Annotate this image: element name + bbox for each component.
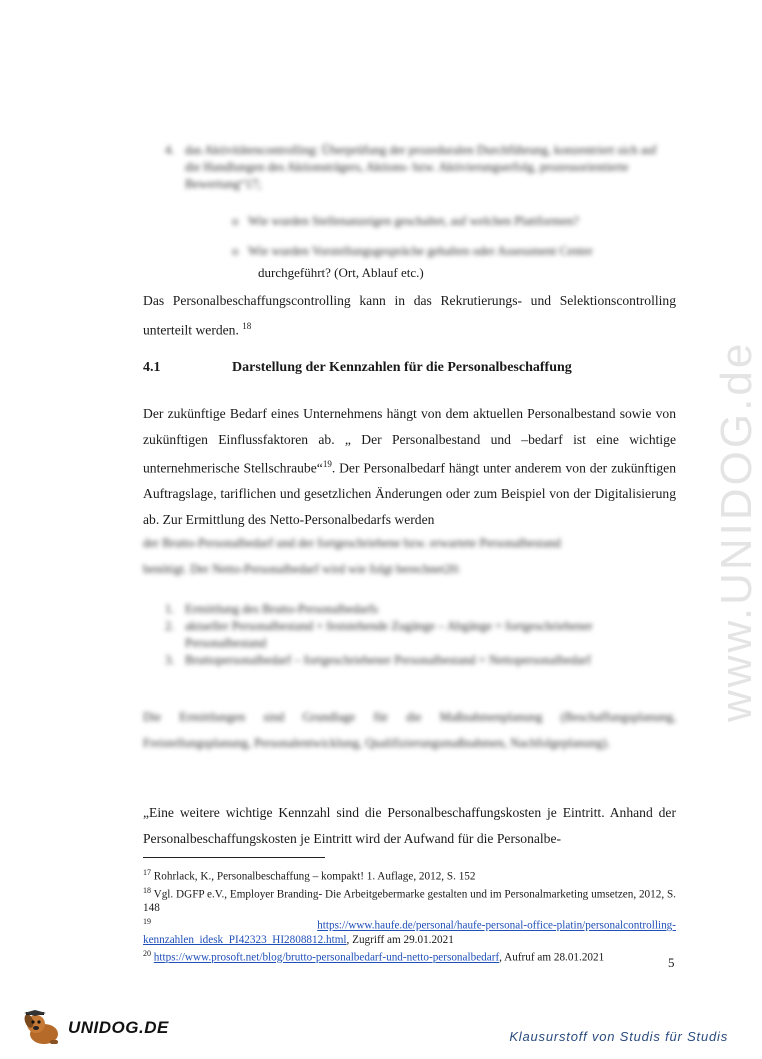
logo-text: UNIDOG.DE bbox=[68, 1018, 169, 1037]
footnote-18: $^{18}$ Vgl. DGFP e.V., Employer Branding- Die Arbeitgebermarke gestalten und im Personalmarketing umsetzen, 2012, S. 148 bbox=[143, 885, 676, 915]
footnote-link[interactable]: https://www.prosoft.net/blog/brutto-personalbedarf-und-netto-personalbedarf bbox=[153, 951, 500, 964]
dog-mascot-icon bbox=[20, 1010, 64, 1046]
footnote-20: $^{20}$ https://www.prosoft.net/blog/brutto-personalbedarf-und-netto-personalbedarf, Aufruf am 28.01.2021 bbox=[143, 949, 605, 964]
watermark: www.UNIDOG.de bbox=[712, 340, 761, 722]
circle-bullet-icon: o bbox=[232, 244, 239, 258]
section-number: 4.1 bbox=[143, 360, 161, 375]
paragraph-bedarf: Der zukünftige Bedarf eines Unternehmens hängt von dem aktuellen Personalbestand sowie von zukünftigen Einflussfaktoren ab. „ Der Personalbestand und –bedarf ist eine wichtige unternehmerische Stellschraube“$^{19}$. Der Personalbedarf hängt unter anderem von der zukünftigen Auftragslage, tariflichen und gesetzlichen Änderungen oder zum Beispiel von der Digitalisierung ab. Zur Ermittlung des Netto-Personalbedarfs werden bbox=[143, 406, 676, 527]
bullet-item: o Wie wurden Vorstellungsgespräche gehalten oder Assessment Center bbox=[232, 236, 682, 266]
footnote-17: $^{17}$ Rohrlack, K., Personalbeschaffung – kompakt! 1. Auflage, 2012, S. 152 bbox=[143, 868, 476, 883]
footnotes bbox=[143, 866, 676, 965]
footnote-divider bbox=[143, 857, 325, 858]
footnote-19: $^{19}$ https://www.haufe.de/personal/haufe-personal-office-platin/personalcontrolling-kennzahlen_idesk_PI42323_HI2808812.html, Zugriff am 29.01.2021 bbox=[143, 917, 676, 947]
footnote-link[interactable]: https://www.haufe.de/personal/haufe-personal-office-platin/personalcontrolling-kennzahlen_idesk_PI42323_HI2808812.html bbox=[143, 920, 676, 947]
bullet-list bbox=[232, 206, 682, 266]
bullet-continuation: durchgeführt? (Ort, Ablauf etc.) bbox=[258, 265, 424, 280]
tagline: Klausurstoff von Studis für Studis bbox=[509, 1029, 728, 1044]
list-item-4 bbox=[165, 142, 675, 193]
bullet-item: o Wie wurden Stellenanzeigen geschaltet, auf welchen Plattformen? bbox=[232, 206, 682, 236]
list-number: 4. bbox=[165, 143, 175, 157]
circle-bullet-icon: o bbox=[232, 214, 239, 228]
page-number: 5 bbox=[668, 955, 675, 970]
unidog-logo bbox=[20, 1010, 169, 1046]
paragraph-blurred-planung: Die Ermittlungen sind Grundlage für die Maßnahmenplanung (Beschaffungsplanung, Freistellungsplanung, Personalentwicklung, Qualifizierungsmaßnahmen, Nachfolgeplanung). bbox=[143, 710, 676, 750]
section-title: Darstellung der Kennzahlen für die Personalbeschaffung bbox=[232, 360, 572, 375]
calculation-list bbox=[165, 601, 675, 669]
list-item: 3. Bruttopersonalbedarf – fortgeschriebener Personalbestand = Nettopersonalbedarf bbox=[165, 653, 591, 667]
paragraph-blurred-netto: der Brutto-Personalbedarf und der fortgeschriebene bzw. erwartete Personalbestand benötigt. Der Netto-Personalbedarf wird wie folgt berechnet20: bbox=[143, 536, 561, 576]
footnote-ref: 19 bbox=[322, 459, 332, 469]
list-item-text: das Aktivitätencontrolling: Überprüfung der prozeduralen Durchführung, konzentriert sich auf die Handlungen des Aktionsträgers, Aktions- bzw. Aktivierungserfolg, prozessorientierte Bewertung“17; bbox=[185, 143, 657, 191]
list-item: 1. Ermittlung des Brutto-Personalbedarfs bbox=[165, 602, 379, 616]
paragraph-kosten: „Eine weitere wichtige Kennzahl sind die Personalbeschaffungskosten je Eintritt. Anhand der Personalbeschaffungskosten je Eintritt wird der Aufwand für die Personalbe- bbox=[143, 805, 676, 846]
footnote-ref: 18 bbox=[242, 320, 252, 331]
intro-paragraph: Das Personalbeschaffungscontrolling kann in das Rekrutierungs- und Selektionscontrolling unterteilt werden. $^{18}$ bbox=[143, 293, 676, 338]
list-item: 2. aktueller Personalbestand + feststehende Zugänge – Abgänge = fortgeschriebener Personalbestand bbox=[165, 619, 593, 650]
